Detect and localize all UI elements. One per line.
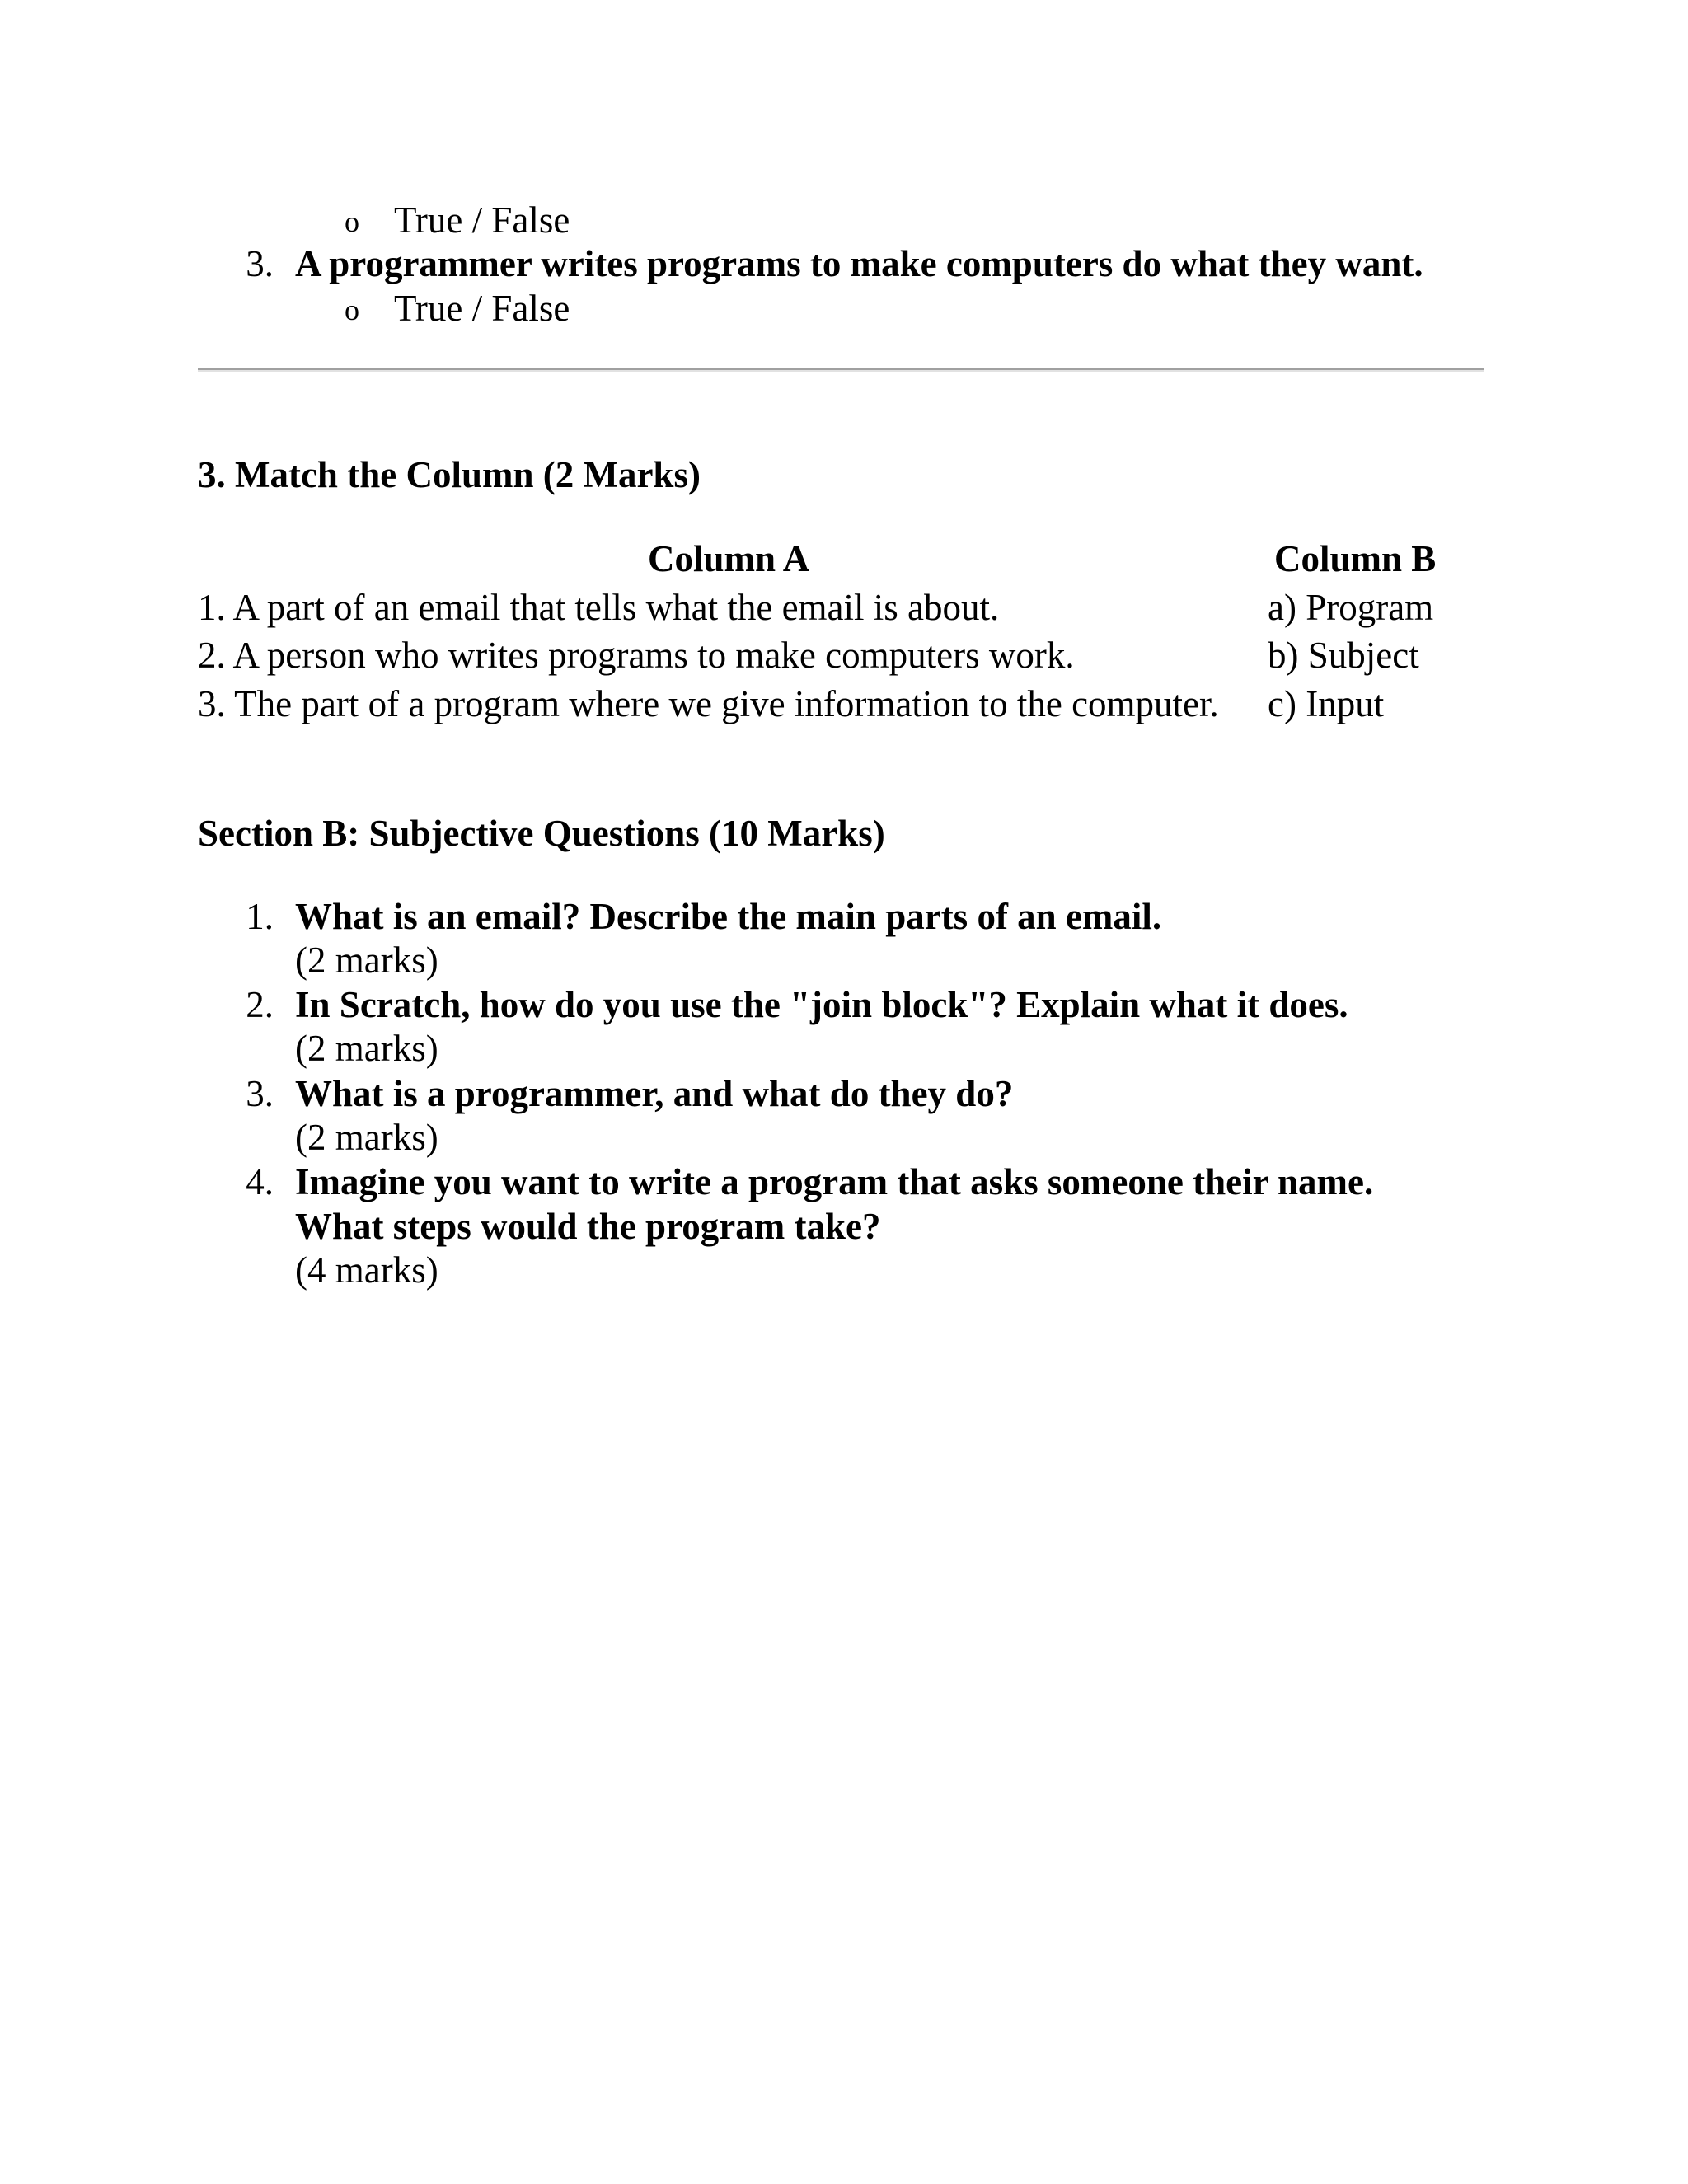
question-text: What is a programmer, and what do they do? <box>295 1073 1014 1114</box>
question-number: 2. <box>246 984 274 1025</box>
match-row-b: b) Subject <box>1268 635 1419 676</box>
question-marks: (2 marks) <box>295 1117 438 1158</box>
match-row-b: a) Program <box>1268 587 1434 628</box>
question-marks: (2 marks) <box>295 1028 438 1069</box>
question-text: What is an email? Describe the main parts of an email. <box>295 896 1162 937</box>
question-text: Imagine you want to write a program that asks someone their name. <box>295 1161 1374 1202</box>
horizontal-divider <box>198 368 1484 372</box>
section-heading: Section B: Subjective Questions (10 Marks) <box>198 813 885 854</box>
question-number: 3. <box>246 243 274 284</box>
match-row-a: 3. The part of a program where we give information to the computer. <box>198 683 1219 724</box>
section-heading: 3. Match the Column (2 Marks) <box>198 454 701 495</box>
question-text: What steps would the program take? <box>295 1206 881 1247</box>
column-b-header: Column B <box>1274 538 1437 579</box>
question-number: 3. <box>246 1073 274 1114</box>
match-row-a: 1. A part of an email that tells what the email is about. <box>198 587 1000 628</box>
question-text: In Scratch, how do you use the "join block"? Explain what it does. <box>295 984 1348 1025</box>
question-text: A programmer writes programs to make computers do what they want. <box>295 243 1423 284</box>
answer-option: True / False <box>394 288 570 329</box>
list-bullet: o <box>345 293 359 326</box>
match-row-a: 2. A person who writes programs to make computers work. <box>198 635 1075 676</box>
column-a-header: Column A <box>648 538 810 579</box>
question-number: 1. <box>246 896 274 937</box>
match-row-b: c) Input <box>1268 683 1385 724</box>
question-number: 4. <box>246 1161 274 1202</box>
question-marks: (2 marks) <box>295 940 438 981</box>
answer-option: True / False <box>394 199 570 241</box>
list-bullet: o <box>345 205 359 238</box>
question-marks: (4 marks) <box>295 1249 438 1291</box>
